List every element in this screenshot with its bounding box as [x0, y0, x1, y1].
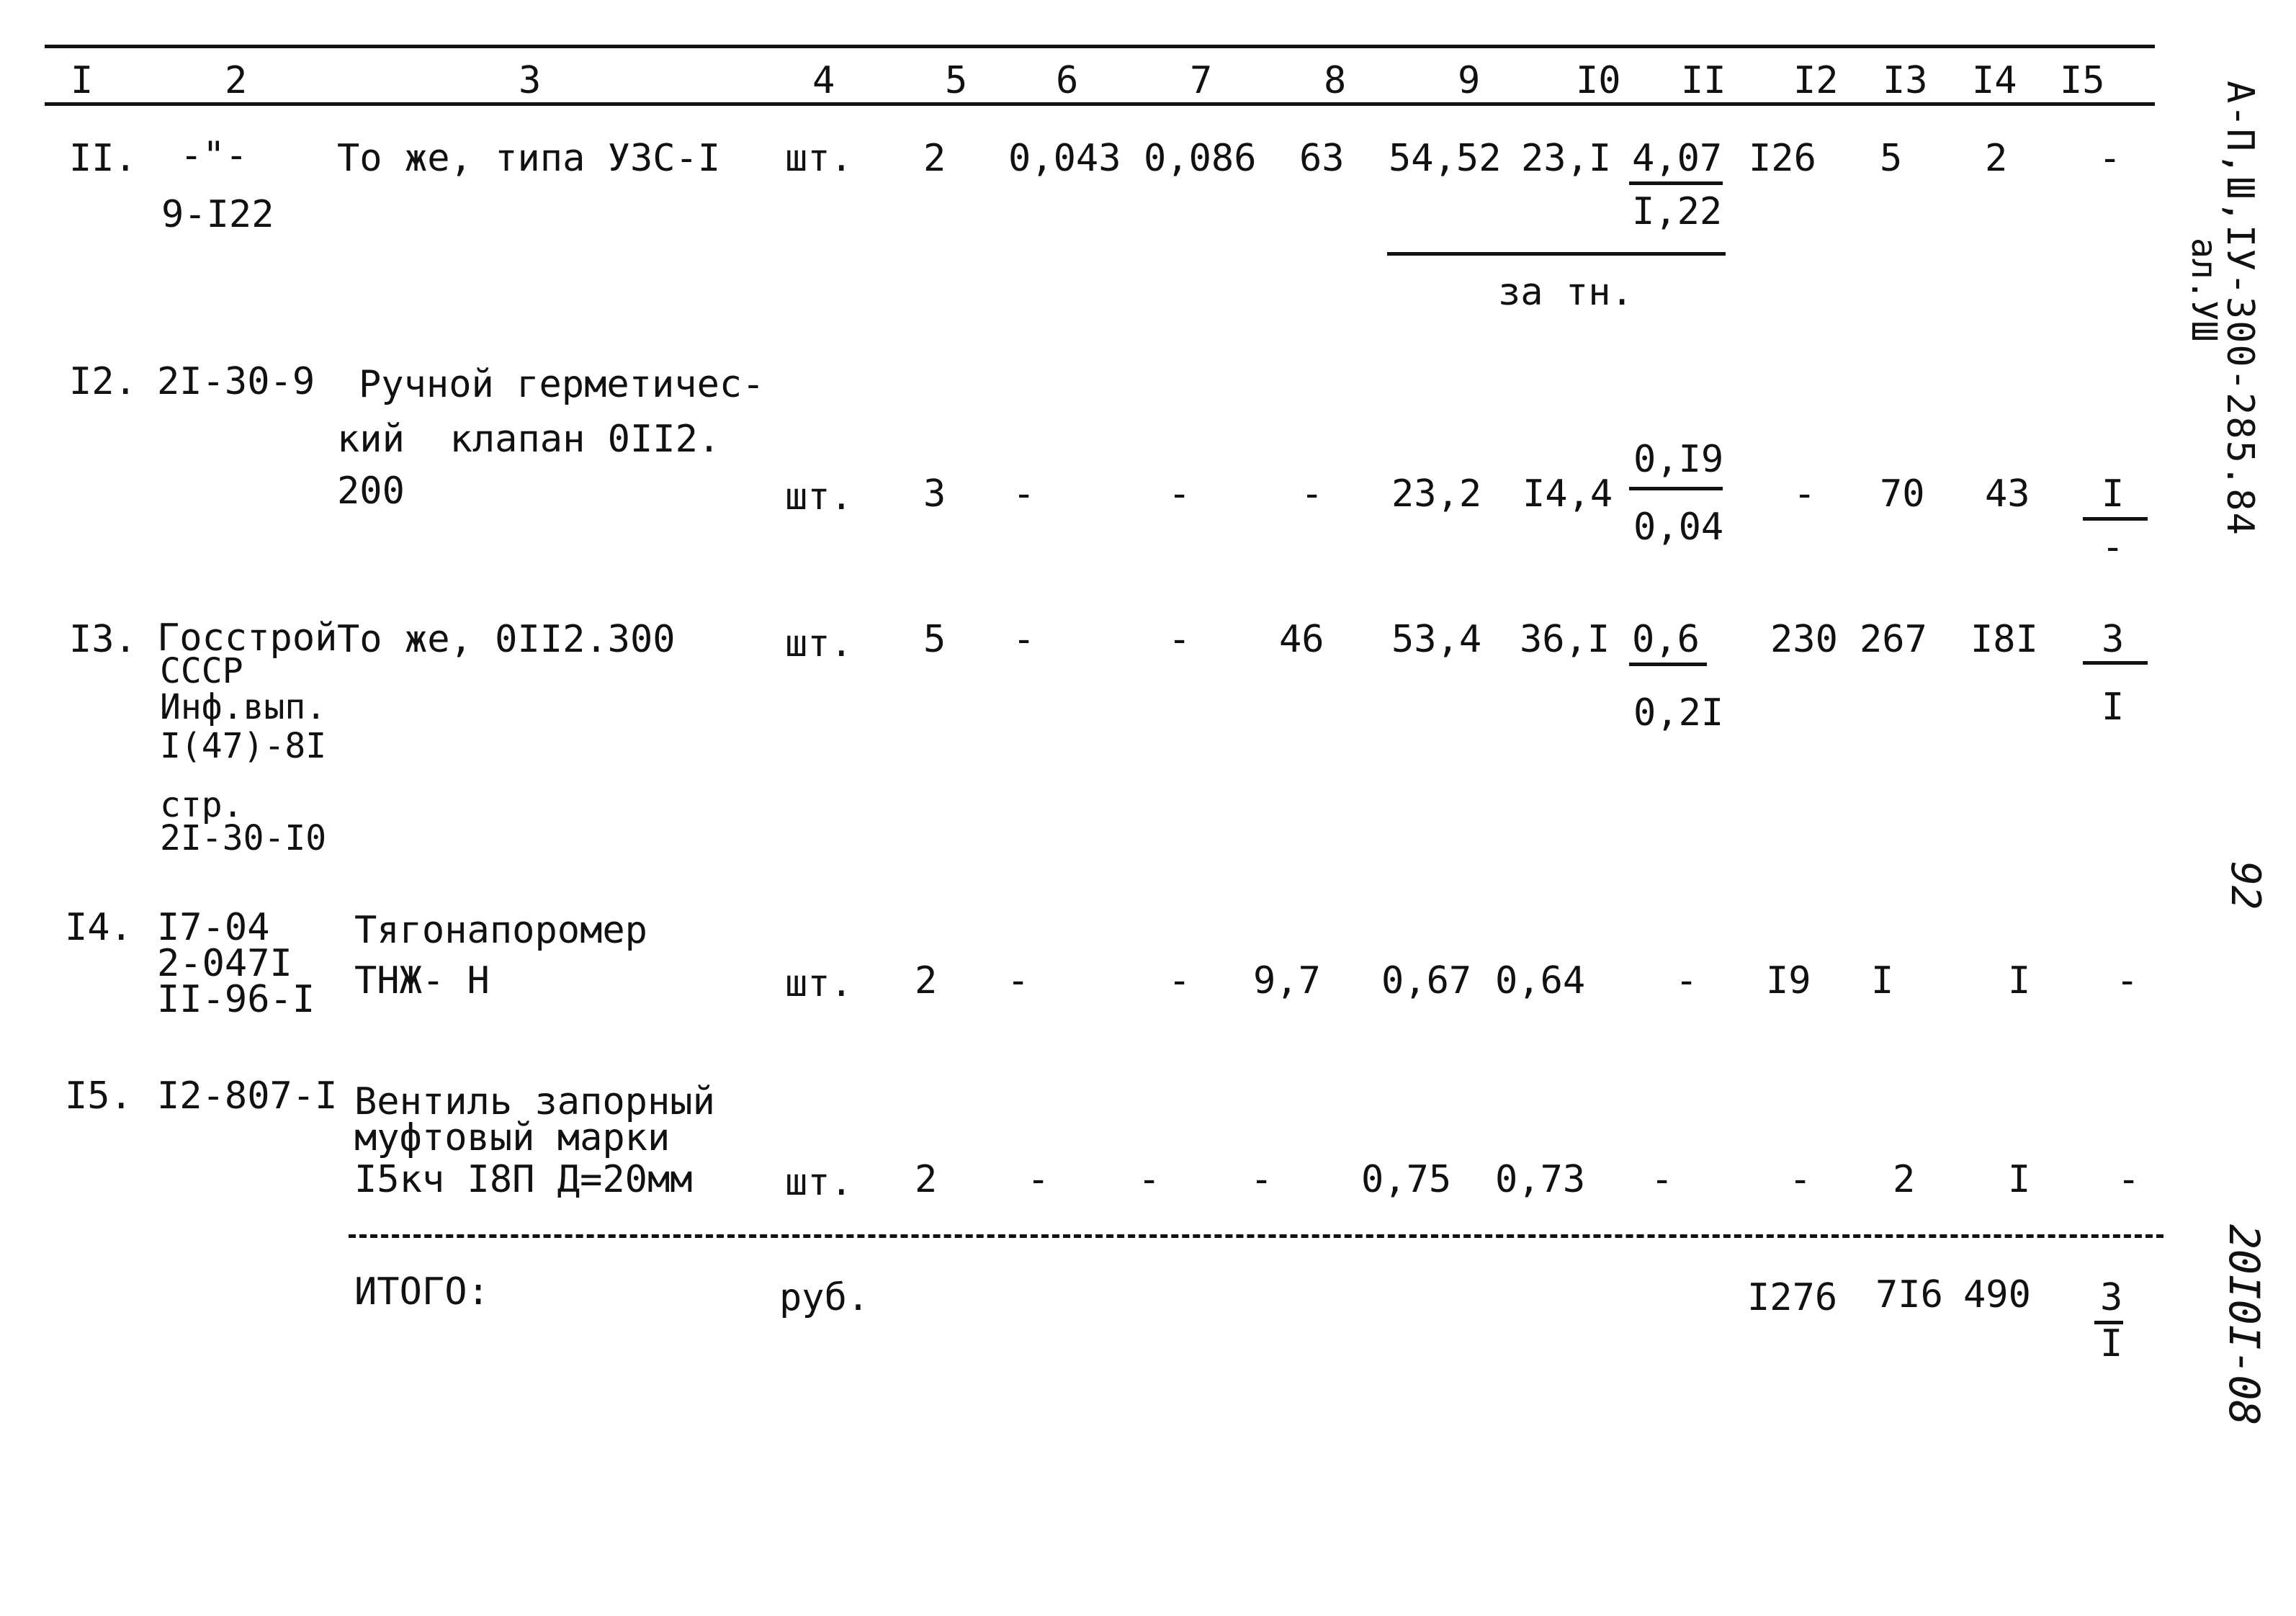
cell-6: 0,043	[1008, 137, 1121, 180]
row-name-line: муфтовый марки	[354, 1116, 671, 1159]
row-code-line: Инф.вып.	[160, 687, 327, 727]
fraction-line	[2083, 661, 2148, 665]
cell-7: -	[1168, 472, 1191, 516]
cell-9: 0,75	[1361, 1158, 1452, 1201]
col-header-7: 7	[1190, 59, 1213, 102]
col-header-2: 2	[225, 59, 248, 102]
col-header-9: 9	[1458, 59, 1481, 102]
fraction-line	[1629, 663, 1707, 666]
row-name-line: Тягонапоромер	[354, 909, 647, 952]
row-name-line: То же, 0II2.300	[337, 618, 676, 661]
row-number: I4.	[65, 906, 133, 949]
cell-8: -	[1250, 1158, 1273, 1201]
row-unit: шт.	[785, 137, 853, 180]
cell-13: 267	[1860, 618, 1927, 661]
cell-8: 63	[1299, 137, 1345, 180]
row-code-line: 2-047I	[157, 942, 292, 985]
row-code-line: I(47)-8I	[160, 726, 327, 766]
cell-11: -	[1651, 1158, 1674, 1201]
cell-14: I	[2008, 1158, 2031, 1201]
fraction-line	[1629, 487, 1723, 490]
row-code-line: СССР	[160, 651, 243, 691]
cell-10: 0,64	[1495, 959, 1586, 1002]
cell-6: -	[1013, 618, 1036, 661]
row-number: I2.	[69, 360, 137, 403]
row-number: I5.	[65, 1074, 133, 1118]
cell-7: 0,086	[1144, 137, 1257, 180]
row-code-line: 9-I22	[161, 193, 274, 236]
cell-12: 230	[1770, 618, 1838, 661]
fraction-line	[2083, 517, 2148, 521]
cell-11-top: 0,6	[1632, 618, 1700, 661]
col-header-3: 3	[519, 59, 542, 102]
cell-5: 3	[923, 472, 946, 516]
cell-14: 43	[1985, 472, 2030, 516]
cell-10: 0,73	[1495, 1158, 1586, 1201]
col-header-15: I5	[2060, 59, 2105, 102]
row-code-line: -"-	[180, 134, 248, 177]
col-header-8: 8	[1324, 59, 1347, 102]
cell-6: -	[1007, 959, 1030, 1002]
note-rule	[1387, 252, 1726, 256]
cell-9: 54,52	[1389, 137, 1502, 180]
cell-14: I8I	[1970, 618, 2038, 661]
cell-12: I9	[1766, 959, 1811, 1002]
row-note: за тн.	[1498, 271, 1633, 314]
col-header-14: I4	[1972, 59, 2017, 102]
fraction-line	[1629, 181, 1723, 185]
cell-11-top: 0,I9	[1633, 438, 1724, 481]
cell-11: -	[1675, 959, 1698, 1002]
row-number: I3.	[69, 618, 137, 661]
row-code-line: II-96-I	[157, 978, 315, 1021]
col-header-1: I	[71, 59, 94, 102]
margin-doc-code: А-П,Ш,IУ-300-285.84	[2218, 81, 2261, 537]
total-label: ИТОГО:	[354, 1270, 490, 1314]
cell-10: I4,4	[1523, 472, 1613, 516]
margin-doc-number: 20I0I-08	[2220, 1224, 2269, 1426]
total-cell-14: 490	[1963, 1273, 2031, 1316]
row-name-line: I5кч I8П Д=20мм	[354, 1158, 693, 1201]
cell-11-bottom: 0,04	[1633, 506, 1724, 549]
row-name-line: Вентиль запорный	[354, 1080, 715, 1123]
row-number: II.	[69, 137, 137, 180]
total-cell-13: 7I6	[1875, 1273, 1943, 1316]
cell-12: I26	[1749, 137, 1816, 180]
col-header-11: II	[1681, 59, 1726, 102]
col-header-13: I3	[1883, 59, 1928, 102]
header-top-rule	[45, 45, 2155, 48]
cell-10: 36,I	[1520, 618, 1610, 661]
cell-11-bottom: I,22	[1632, 190, 1723, 233]
row-name-line: ТНЖ- Н	[354, 959, 490, 1002]
cell-7: -	[1168, 618, 1191, 661]
margin-doc-code-sub: ал.УШ	[2184, 238, 2224, 342]
col-header-6: 6	[1056, 59, 1079, 102]
row-name-line: Ручной герметичес-	[359, 363, 765, 406]
total-cell-12: I276	[1747, 1276, 1838, 1319]
row-code-line: I2-807-I	[157, 1074, 338, 1118]
cell-15-top: I	[2102, 472, 2125, 516]
row-name-line: То же, типа УЗС-I	[337, 137, 721, 180]
cell-5: 2	[915, 959, 938, 1002]
cell-14: I	[2008, 959, 2031, 1002]
cell-9: 53,4	[1391, 618, 1482, 661]
col-header-4: 4	[812, 59, 835, 102]
cell-9: 0,67	[1381, 959, 1472, 1002]
cell-8: 9,7	[1253, 959, 1321, 1002]
row-code-line: 2I-30-9	[157, 360, 315, 403]
cell-15: -	[2116, 959, 2139, 1002]
col-header-10: I0	[1576, 59, 1621, 102]
cell-13: 5	[1880, 137, 1903, 180]
row-unit: шт.	[785, 962, 853, 1005]
cell-5: 5	[923, 618, 946, 661]
margin-page-number: 92	[2222, 861, 2269, 910]
row-name-line: 200	[337, 470, 405, 513]
row-code-line: Госстрой	[157, 616, 338, 660]
total-cell-15-bottom: I	[2100, 1322, 2123, 1365]
row-unit: шт.	[785, 622, 853, 665]
row-code-line: I7-04	[157, 906, 270, 949]
cell-13: 70	[1880, 472, 1925, 516]
cell-12: -	[1789, 1158, 1812, 1201]
row-unit: шт.	[785, 1161, 853, 1204]
total-cell-15-top: 3	[2100, 1276, 2123, 1319]
cell-15-top: 3	[2102, 618, 2125, 661]
cell-15-bottom: I	[2102, 686, 2125, 729]
total-separator	[349, 1234, 2163, 1238]
cell-6: -	[1027, 1158, 1050, 1201]
cell-6: -	[1013, 472, 1036, 516]
total-unit: руб.	[779, 1276, 870, 1319]
cell-15: -	[2099, 137, 2122, 180]
cell-11-top: 4,07	[1632, 137, 1723, 180]
cell-13: I	[1871, 959, 1894, 1002]
cell-9: 23,2	[1391, 472, 1482, 516]
cell-15-bottom: -	[2102, 526, 2125, 569]
header-bottom-rule	[45, 102, 2155, 106]
row-code-line: стр.	[160, 785, 243, 825]
cell-13: 2	[1893, 1158, 1916, 1201]
cell-8: -	[1301, 472, 1324, 516]
cell-7: -	[1168, 959, 1191, 1002]
cell-5: 2	[915, 1158, 938, 1201]
row-code-line: 2I-30-I0	[160, 818, 327, 858]
col-header-12: I2	[1793, 59, 1839, 102]
cell-15: -	[2117, 1158, 2140, 1201]
cell-8: 46	[1279, 618, 1324, 661]
cell-7: -	[1138, 1158, 1161, 1201]
col-header-5: 5	[945, 59, 968, 102]
cell-10: 23,I	[1521, 137, 1612, 180]
cell-5: 2	[923, 137, 946, 180]
row-unit: шт.	[785, 475, 853, 519]
row-name-line: кий клапан 0II2.	[337, 418, 721, 461]
cell-14: 2	[1985, 137, 2008, 180]
cell-11-bottom: 0,2I	[1633, 691, 1724, 735]
cell-12: -	[1793, 472, 1816, 516]
